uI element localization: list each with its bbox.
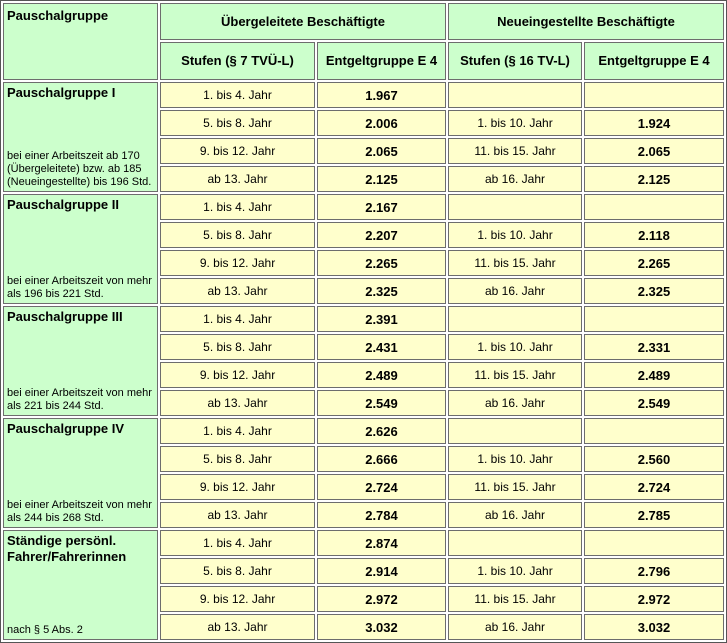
stufe-new-hire: 11. bis 15. Jahr	[448, 362, 582, 388]
amount-transferred: 2.784	[317, 502, 446, 528]
stufe-new-hire: ab 16. Jahr	[448, 278, 582, 304]
header-stufen-tvue: Stufen (§ 7 TVÜ-L)	[160, 42, 315, 80]
stufe-transferred: 9. bis 12. Jahr	[160, 474, 315, 500]
amount-new-hire: 3.032	[584, 614, 724, 640]
amount-transferred: 2.167	[317, 194, 446, 220]
stufe-new-hire: 11. bis 15. Jahr	[448, 138, 582, 164]
group-description: bei einer Arbeitszeit ab 170 (Übergeleitete) bzw. ab 185 (Neueingestellte) bis 196 Std.	[7, 150, 152, 188]
group-title: Pauschalgruppe I	[7, 85, 116, 100]
amount-transferred: 2.006	[317, 110, 446, 136]
stufe-new-hire: 1. bis 10. Jahr	[448, 110, 582, 136]
amount-new-hire: 2.796	[584, 558, 724, 584]
amount-transferred: 1.967	[317, 82, 446, 108]
stufe-new-hire: ab 16. Jahr	[448, 166, 582, 192]
stufe-transferred: ab 13. Jahr	[160, 502, 315, 528]
amount-new-hire	[584, 530, 724, 556]
group-cell	[3, 306, 158, 416]
stufe-new-hire	[448, 306, 582, 332]
stufe-new-hire: ab 16. Jahr	[448, 502, 582, 528]
stufe-new-hire: 11. bis 15. Jahr	[448, 250, 582, 276]
stufe-new-hire: 1. bis 10. Jahr	[448, 334, 582, 360]
stufe-new-hire	[448, 194, 582, 220]
amount-transferred: 2.666	[317, 446, 446, 472]
stufe-new-hire: 1. bis 10. Jahr	[448, 558, 582, 584]
amount-transferred: 2.914	[317, 558, 446, 584]
group-title: Pauschalgruppe III	[7, 309, 123, 324]
stufe-new-hire: 11. bis 15. Jahr	[448, 474, 582, 500]
stufe-new-hire: 11. bis 15. Jahr	[448, 586, 582, 612]
amount-new-hire: 2.325	[584, 278, 724, 304]
amount-transferred: 2.724	[317, 474, 446, 500]
stufe-transferred: ab 13. Jahr	[160, 390, 315, 416]
table-row	[3, 306, 724, 332]
amount-transferred: 2.874	[317, 530, 446, 556]
header-entgelt-right: Entgeltgruppe E 4	[584, 42, 724, 80]
amount-transferred: 2.431	[317, 334, 446, 360]
amount-new-hire: 2.125	[584, 166, 724, 192]
stufe-transferred: 9. bis 12. Jahr	[160, 250, 315, 276]
amount-new-hire: 2.265	[584, 250, 724, 276]
stufe-new-hire: ab 16. Jahr	[448, 390, 582, 416]
stufe-transferred: 5. bis 8. Jahr	[160, 334, 315, 360]
stufe-transferred: 1. bis 4. Jahr	[160, 82, 315, 108]
group-cell	[3, 530, 158, 640]
header-stufen-tvl: Stufen (§ 16 TV-L)	[448, 42, 582, 80]
group-description: bei einer Arbeitszeit von mehr als 244 bis 268 Std.	[7, 499, 152, 524]
stufe-transferred: ab 13. Jahr	[160, 166, 315, 192]
table-row	[3, 194, 724, 220]
amount-new-hire: 2.785	[584, 502, 724, 528]
amount-transferred: 2.489	[317, 362, 446, 388]
amount-new-hire: 1.924	[584, 110, 724, 136]
stufe-transferred: 9. bis 12. Jahr	[160, 362, 315, 388]
stufe-transferred: ab 13. Jahr	[160, 278, 315, 304]
amount-transferred: 3.032	[317, 614, 446, 640]
amount-transferred: 2.065	[317, 138, 446, 164]
header-entgelt-left: Entgeltgruppe E 4	[317, 42, 446, 80]
stufe-transferred: 1. bis 4. Jahr	[160, 530, 315, 556]
header-transferred: Übergeleitete Beschäftigte	[160, 3, 446, 40]
stufe-transferred: 9. bis 12. Jahr	[160, 586, 315, 612]
group-cell	[3, 194, 158, 304]
stufe-transferred: 9. bis 12. Jahr	[160, 138, 315, 164]
stufe-transferred: 5. bis 8. Jahr	[160, 222, 315, 248]
group-description: nach § 5 Abs. 2	[7, 624, 83, 636]
stufe-new-hire	[448, 530, 582, 556]
amount-new-hire	[584, 306, 724, 332]
group-description: bei einer Arbeitszeit von mehr als 221 bis 244 Std.	[7, 387, 152, 412]
amount-new-hire: 2.549	[584, 390, 724, 416]
stufe-new-hire	[448, 418, 582, 444]
stufe-new-hire: 1. bis 10. Jahr	[448, 222, 582, 248]
stufe-new-hire: ab 16. Jahr	[448, 614, 582, 640]
amount-transferred: 2.207	[317, 222, 446, 248]
amount-transferred: 2.125	[317, 166, 446, 192]
stufe-new-hire	[448, 82, 582, 108]
amount-new-hire	[584, 418, 724, 444]
table-row	[3, 418, 724, 444]
stufe-transferred: 1. bis 4. Jahr	[160, 418, 315, 444]
stufe-transferred: 5. bis 8. Jahr	[160, 110, 315, 136]
amount-new-hire	[584, 194, 724, 220]
group-title: Pauschalgruppe II	[7, 197, 119, 212]
amount-new-hire: 2.972	[584, 586, 724, 612]
amount-new-hire: 2.489	[584, 362, 724, 388]
amount-new-hire: 2.118	[584, 222, 724, 248]
amount-transferred: 2.549	[317, 390, 446, 416]
amount-transferred: 2.626	[317, 418, 446, 444]
table-row	[3, 82, 724, 108]
amount-new-hire: 2.065	[584, 138, 724, 164]
stufe-transferred: 1. bis 4. Jahr	[160, 194, 315, 220]
table-body	[3, 82, 724, 640]
table-row	[3, 530, 724, 556]
group-description: bei einer Arbeitszeit von mehr als 196 bis 221 Std.	[7, 275, 152, 300]
amount-transferred: 2.325	[317, 278, 446, 304]
amount-new-hire: 2.724	[584, 474, 724, 500]
amount-new-hire: 2.560	[584, 446, 724, 472]
amount-transferred: 2.972	[317, 586, 446, 612]
header-pauschalgruppe: Pauschalgruppe	[3, 3, 158, 80]
amount-new-hire: 2.331	[584, 334, 724, 360]
group-title: Pauschalgruppe IV	[7, 421, 125, 436]
stufe-transferred: 5. bis 8. Jahr	[160, 558, 315, 584]
header-new-hires: Neueingestellte Beschäftigte	[448, 3, 724, 40]
group-title: Ständige persönl. Fahrer/Fahrerinnen	[7, 533, 127, 564]
stufe-transferred: 5. bis 8. Jahr	[160, 446, 315, 472]
amount-transferred: 2.391	[317, 306, 446, 332]
amount-transferred: 2.265	[317, 250, 446, 276]
stufe-transferred: 1. bis 4. Jahr	[160, 306, 315, 332]
stufe-transferred: ab 13. Jahr	[160, 614, 315, 640]
group-cell	[3, 418, 158, 528]
group-cell	[3, 82, 158, 192]
amount-new-hire	[584, 82, 724, 108]
stufe-new-hire: 1. bis 10. Jahr	[448, 446, 582, 472]
